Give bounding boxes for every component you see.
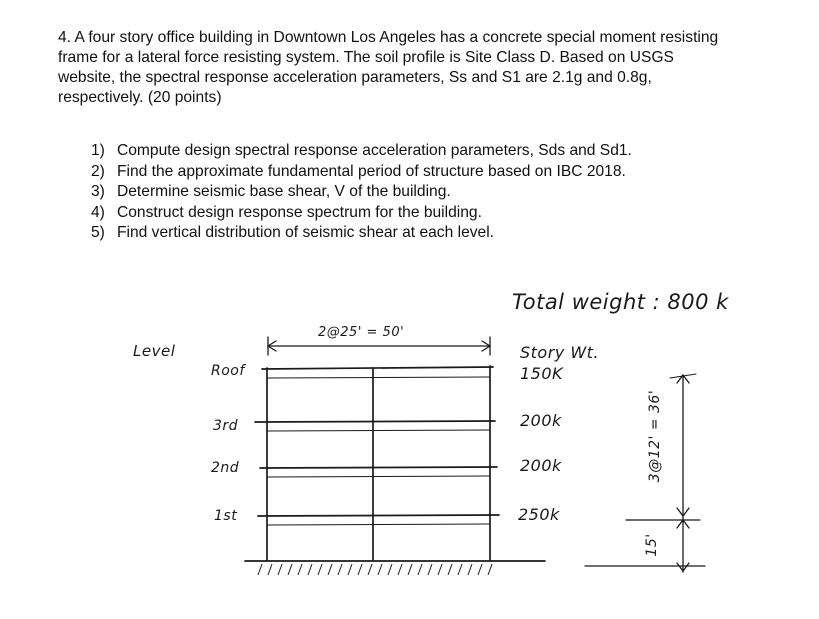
span-dimension: 2@25' = 50'	[318, 325, 405, 340]
story-weight: 250k	[518, 505, 560, 524]
ground-hatching	[258, 564, 492, 575]
problem-line: respectively. (20 points)	[58, 89, 222, 106]
total-weight-note: Total weight : 800 k	[512, 290, 729, 314]
level-label: 1st	[214, 508, 238, 524]
third-floor-beam	[255, 421, 495, 422]
task-number: 2)	[91, 162, 105, 180]
second-floor-beam	[260, 467, 497, 468]
problem-line: website, the spectral response acceleration parameters, Ss and S1 are 2.1g and 0.8g,	[58, 69, 652, 86]
first-floor-beam	[258, 515, 499, 516]
roof-beam	[262, 367, 493, 369]
task-text: Determine seismic base shear, V of the building.	[117, 183, 451, 201]
story-weight: 200k	[520, 456, 562, 475]
story-weight: 150K	[520, 364, 564, 383]
task-number: 1)	[91, 142, 105, 159]
task-text: Compute design spectral response acceleration parameters, Sds and Sd1.	[117, 142, 632, 159]
task-text: Find vertical distribution of seismic shear at each level.	[117, 224, 495, 242]
level-header: Level	[133, 342, 176, 360]
bottom-dimension: 15'	[644, 533, 660, 557]
task-number: 5)	[91, 224, 105, 242]
task-number: 4)	[91, 203, 105, 221]
level-label: 2nd	[211, 460, 240, 476]
level-label: Roof	[211, 363, 245, 379]
story-weight-header: Story Wt.	[520, 343, 600, 362]
task-number: 3)	[91, 183, 105, 201]
height-dimension: 3@12' = 36'	[647, 389, 663, 483]
level-label: 3rd	[213, 418, 239, 434]
problem-line: 4. A four story office building in Downtown Los Angeles has a concrete special moment resisting	[58, 29, 719, 46]
problem-line: frame for a lateral force resisting system. The soil profile is Site Class D. Based on USGS	[58, 49, 674, 66]
task-text: Find the approximate fundamental period of structure based on IBC 2018.	[117, 162, 626, 180]
task-text: Construct design response spectrum for the building.	[117, 203, 482, 221]
story-weight: 200k	[520, 411, 562, 430]
